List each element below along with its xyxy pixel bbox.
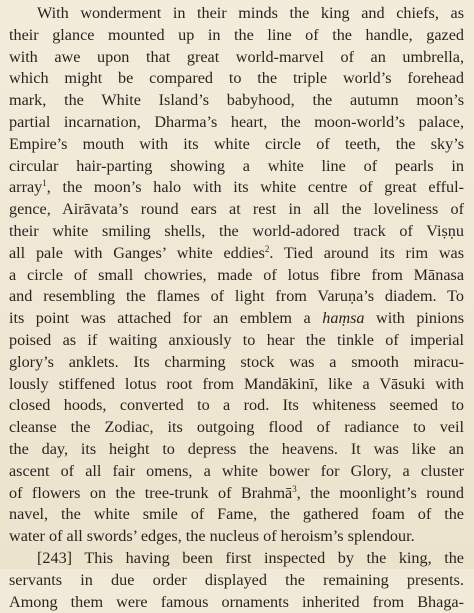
text-line: Among them were famous ornaments inherited from Bhaga-: [9, 592, 464, 611]
line-text: of flowers on the tree-trunk of Brahmā: [9, 483, 293, 502]
text-line: circular hair-parting showing a white line of pearls in: [9, 156, 464, 175]
text-line: which might be compared to the triple world’s forehead: [9, 69, 464, 88]
line-text: , the moonlight’s round: [296, 483, 464, 502]
text-line: water of all swords’ edges, the nucleus of heroism’s splendour.: [9, 527, 415, 546]
text-line: [9, 177, 464, 199]
text-line: partial incarnation, Dharma’s heart, the moon-world’s palace,: [9, 112, 464, 131]
text-line: gence, Airāvata’s round ears at rest in all the loveliness of: [9, 200, 464, 219]
line-text: array: [9, 178, 43, 197]
text-line: cleanse the Zodiac, its outgoing flood of radiance to veil: [9, 418, 464, 437]
text-line: servants in due order displayed the remaining presents.: [9, 570, 464, 589]
line-text: , the moon’s halo with its white centre of great efful-: [46, 178, 464, 197]
text-line: with awe upon that great world-marvel of an umbrella,: [9, 47, 464, 66]
text-line: glory’s anklets. Its charming stock was a smooth miracu-: [9, 352, 464, 371]
text-line: With wonderment in their minds the king and chiefs, as: [37, 4, 464, 22]
line-text: its point was attached for an emblem a: [9, 309, 323, 328]
text-line: [9, 483, 464, 505]
text-line: ascent of all fair omens, a white bower for Glory, a cluster: [9, 461, 464, 480]
page-text: [9, 3, 464, 613]
paragraph-presents: [9, 548, 464, 613]
text-line: poised as if waiting anxiously to hear the tinkle of imperial: [9, 330, 464, 349]
text-line: navel, the white smile of Fame, the gathered foam of the: [9, 505, 464, 524]
text-line: their glance mounted up in the line of the handle, gazed: [9, 25, 464, 44]
footnote-marker: 1: [42, 178, 47, 189]
text-line: [9, 243, 464, 265]
text-line: and resembling the flames of light from Varuṇa’s diadem. To: [9, 287, 464, 306]
text-line: the day, its height to depress the heavens. It was like an: [9, 439, 464, 458]
text-line: Empire’s mouth with its white circle of teeth, the sky’s: [9, 134, 464, 153]
text-line: mark, the White Island’s babyhood, the autumn moon’s: [9, 91, 464, 110]
footnote-marker: 3: [292, 483, 297, 494]
italic-term: haṃsa: [322, 309, 365, 328]
paragraph-umbrella: [9, 3, 464, 548]
line-text: with pinions: [364, 309, 465, 328]
line-text: . Tied around its rim was: [269, 243, 464, 262]
line-text: all pale with Ganges’ white eddies: [9, 243, 265, 262]
footnote-marker: 2: [264, 243, 270, 254]
text-line: [9, 308, 464, 330]
text-line: their white smiling shells, the world-adored track of Viṣṇu: [9, 221, 464, 240]
text-line: a circle of small chowries, made of lotus fibre from Mānasa: [9, 265, 464, 284]
text-line: [243] This having been first inspected by the king, the: [37, 548, 464, 567]
text-line: lously stiffened lotus root from Mandākinī, like a Vāsuki with: [9, 374, 464, 393]
text-line: closed hoods, converted to a rod. Its whiteness seemed to: [9, 396, 464, 415]
